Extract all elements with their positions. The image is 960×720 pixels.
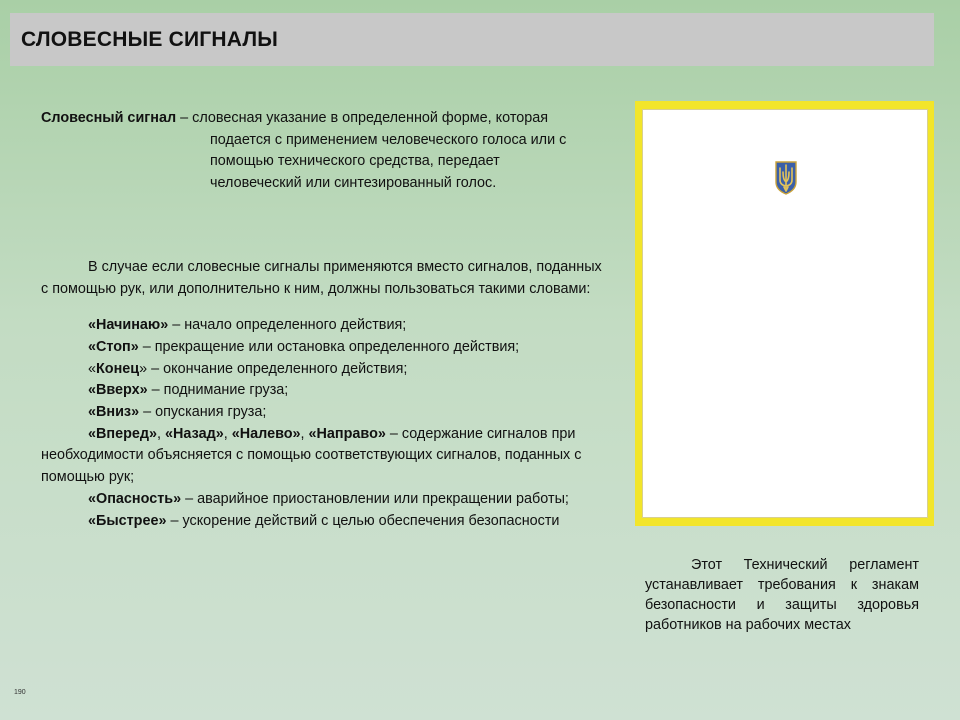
signal-word: «Начинаю» bbox=[88, 317, 169, 334]
signal-word: «Быстрее» bbox=[88, 512, 167, 529]
signal-description: « bbox=[88, 360, 97, 377]
signal-description: » – окончание определенного действия; bbox=[139, 360, 408, 377]
document-page bbox=[642, 109, 928, 518]
signal-description: – ускорение действий с целью обеспечения безопасности bbox=[166, 512, 560, 529]
signal-word: «Назад» bbox=[165, 425, 224, 442]
signal-item bbox=[41, 424, 611, 489]
signal-word: Конец bbox=[96, 360, 140, 377]
signal-item bbox=[41, 380, 611, 402]
definition-term: Словесный сигнал bbox=[41, 110, 177, 126]
definition-continuation bbox=[41, 130, 610, 195]
signal-item bbox=[41, 489, 611, 511]
signal-word: «Стоп» bbox=[88, 338, 139, 355]
signal-word: «Вперед» bbox=[88, 425, 158, 442]
definition-text: – словесная указание в определенной форме, которая bbox=[176, 110, 549, 126]
signal-item bbox=[41, 315, 611, 337]
definition-first-line bbox=[41, 108, 611, 130]
signal-item bbox=[41, 402, 611, 424]
trident-coat-of-arms-icon bbox=[773, 160, 799, 196]
signal-description: , bbox=[223, 425, 232, 442]
signal-description: – поднимание груза; bbox=[147, 382, 289, 399]
signal-description: – содержание сигналов при необходимости объясняется с помощью соответствующих сигналов, поданных с помощью рук; bbox=[41, 425, 582, 486]
main-text bbox=[41, 108, 611, 532]
signal-word: «Направо» bbox=[308, 425, 386, 442]
signal-item bbox=[41, 511, 611, 533]
signal-description: , bbox=[300, 425, 309, 442]
signal-description: , bbox=[157, 425, 166, 442]
signal-word: «Налево» bbox=[231, 425, 301, 442]
signal-description: – начало определенного действия; bbox=[168, 317, 407, 334]
caption-text: Этот Технический регламент устанавливает требования к знакам безопасности и защиты здоровья работников на рабочих местах bbox=[645, 557, 919, 633]
signal-description: – аварийное приостановлении или прекращении работы; bbox=[181, 490, 569, 507]
page-title: СЛОВЕСНЫЕ СИГНАЛЫ bbox=[21, 27, 279, 51]
caption bbox=[645, 555, 919, 635]
signal-list bbox=[41, 315, 611, 532]
signal-item bbox=[41, 359, 611, 381]
title-bar bbox=[10, 13, 934, 66]
definition-line: подается с применением человеческого голоса или с bbox=[210, 131, 567, 148]
signal-word: «Вниз» bbox=[88, 404, 140, 421]
definition-line: помощью технического средства, передает bbox=[210, 153, 500, 170]
signal-word: «Опасность» bbox=[88, 490, 182, 507]
signal-description: – опускания груза; bbox=[139, 404, 267, 421]
document-preview-frame bbox=[635, 101, 934, 526]
signal-description: – прекращение или остановка определенного действия; bbox=[138, 338, 520, 355]
intro-paragraph: В случае если словесные сигналы применяются вместо сигналов, поданных с помощью рук, или дополнительно к ним, должны пользоваться такими словами: bbox=[41, 258, 602, 297]
definition-line: человеческий или синтезированный голос. bbox=[210, 175, 497, 192]
signal-word: «Вверх» bbox=[88, 382, 148, 399]
definition bbox=[41, 108, 611, 195]
page-number: 190 bbox=[14, 689, 26, 696]
signal-item bbox=[41, 337, 611, 359]
